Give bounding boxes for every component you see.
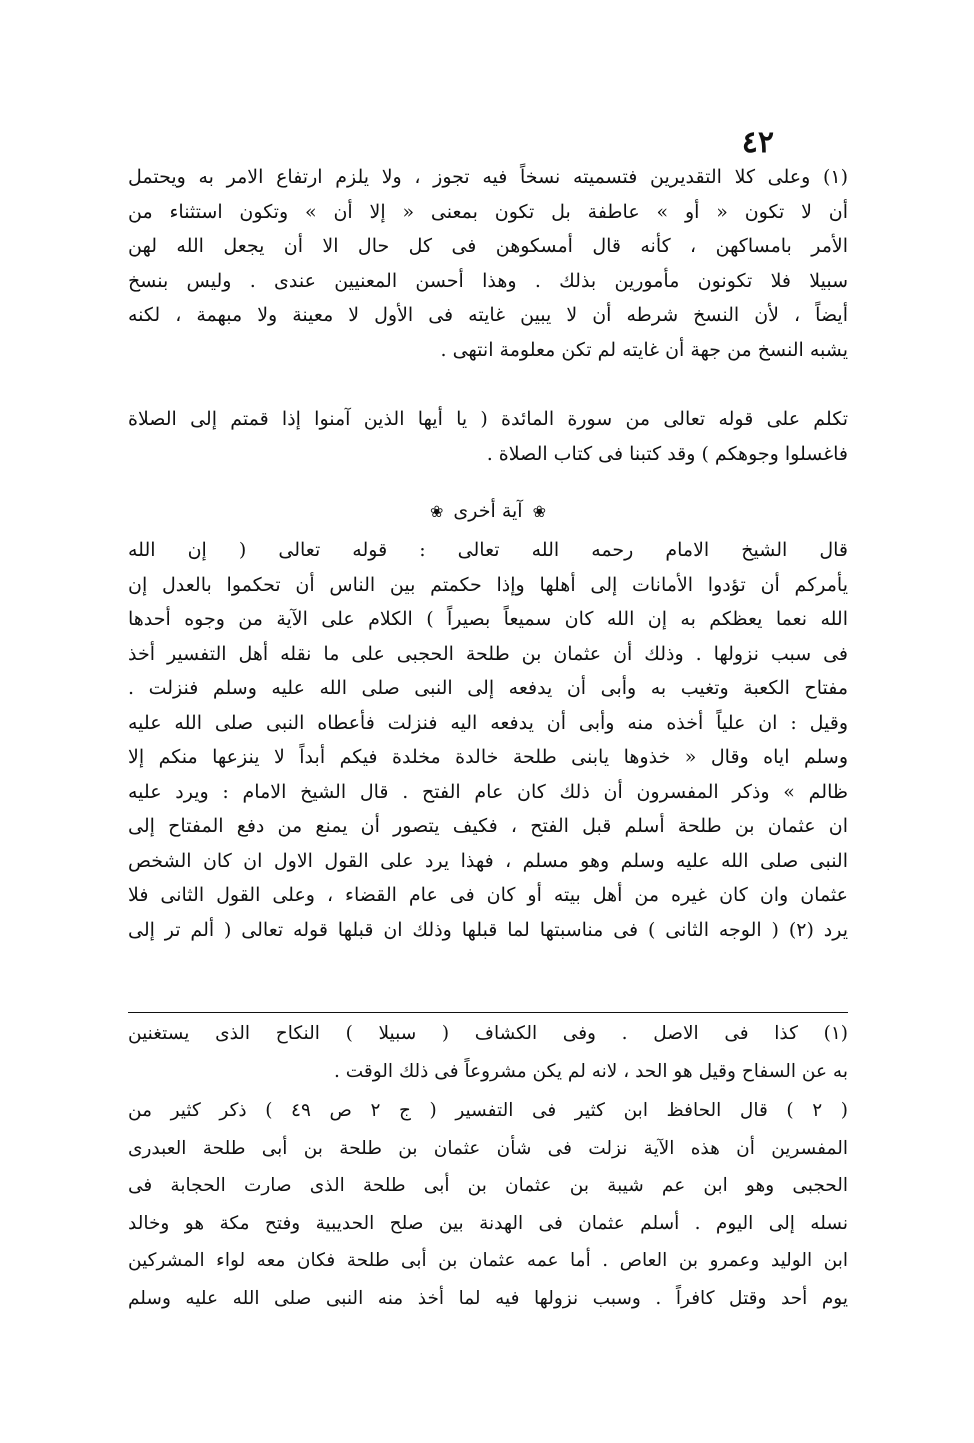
text-line: الله نعما يعظكم به إن الله كان سميعاً بصيراً ) الكلام على الآية من وجوه أحدها (128, 608, 848, 630)
ornament-left-icon: ❀ (429, 502, 444, 521)
text-line: قال الشيخ الامام رحمه الله تعالى : قوله تعالى ( إن الله (128, 539, 848, 561)
footnote-2 (128, 1092, 848, 1317)
text-line: يشبه النسخ من جهة أن غايته لم تكن معلومة انتهى . (440, 338, 848, 361)
footnote-line: يوم أحد وقتل كافراً . وسبب نزولها فيه لما أخذ منه النبى صلى الله عليه وسلم (128, 1287, 848, 1309)
text-line: ان عثمان بن طلحة أسلم قبل الفتح ، فكيف يتصور أن يمنع من دفع المفتاح إلى (128, 815, 848, 837)
footnote-line: ( ٢ ) قال الحافظ ابن كثير فى التفسير ( ج ٢ ص ٤٩ ) ذكر كثير من (128, 1100, 848, 1121)
text-line: (١) وعلى كلا التقديرين فتسميته نسخاً فيه تجوز ، ولا يلزم ارتفاع الامر به ويحتمل (128, 166, 848, 188)
page-number: ٤٢ (741, 125, 774, 160)
footnote-line: به عن السفاح وقيل هو الحد ، لانه لم يكن مشروعاً فى ذلك الوقت . (333, 1060, 848, 1082)
footnote-line: ابن الوليد وعمرو بن العاص . أما عمه عثمان بن أبى طلحة فكان معه لواء المشركين (128, 1250, 848, 1271)
paragraph-continuation (128, 160, 848, 367)
text-line: أيضاً ، لأن النسخ شرطه أن لا يبين غايته فى الأول لا معينة ولا مبهمة ، لكنه (128, 304, 848, 326)
text-line: يأمركم أن تؤدوا الأمانات إلى أهلها وإذا حكمتم بين الناس أن تحكموا بالعدل إن (128, 573, 848, 596)
footnote-line: (١) كذا فى الاصل . وفى الكشاف ( سبيلا ) النكاح الذى يستغنين (128, 1023, 848, 1044)
text-line: النبى صلى الله عليه وسلم وهو مسلم ، فهذا يرد على القول الاول ان كان الشخص (128, 849, 848, 872)
paragraph-main (128, 533, 848, 947)
text-line: مفتاح الكعبة وتغيب به وأبى أن يدفعه إلى النبى صلى الله عليه وسلم فنزلت . (128, 677, 848, 699)
text-line: وسلم اياه وقال « خذوها يابنى طلحة خالدة مخلدة فيكم أبداً لا ينزعها منكم إلا (128, 746, 848, 768)
text-line: وقيل : ان علياً أخذه منه وأبى أن يدفعه اليه فنزلت فأعطاه النبى صلى الله عليه (128, 711, 848, 734)
section-heading (128, 494, 848, 529)
text-line: سبيلا فلا تكونون مأمورين بذلك . وهذا أحسن المعنيين عندى . وليس بنسخ (128, 269, 848, 292)
text-line: فى سبب نزولها . وذلك أن عثمان بن طلحة الحجبى على ما نقله أهل التفسير أخذ (128, 642, 848, 665)
text-line: تكلم على قوله تعالى من سورة المائدة ( يا أيها الذين آمنوا إذا قمتم إلى الصلاة (128, 408, 848, 430)
text-line: يرد (٢) ( الوجه الثانى ) فى مناسبتها لما قبلها وذلك ان قبلها قوله تعالى ( ألم تر إلى (128, 918, 848, 941)
text-line: الأمر بامساكهن ، كأنه قال أمسكوهن فى كل حال الا أن يجعل الله لهن (128, 235, 848, 257)
text-line: ظالم » وذكر المفسرون أن ذلك كان عام الفتح . قال الشيخ الامام : ويرد عليه (128, 780, 848, 803)
text-line: فاغسلوا وجوهكم ) وقد كتبنا فى كتاب الصلاة . (486, 442, 848, 465)
section-heading-text: آية أخرى (453, 500, 523, 522)
footnote-line: نسله إلى اليوم . أسلم عثمان فى الهدنة بين صلح الحديبية وفتح مكة هو وخالد (128, 1212, 848, 1234)
ornament-right-icon: ❀ (532, 502, 547, 521)
footnote-line: الحجبى وهو ابن عم شيبة بن عثمان بن أبى طلحة الذى صارت الحجابة فى (128, 1175, 848, 1196)
text-line: أن لا تكون « أو » عاطفة بل تكون بمعنى « إلا أن » وتكون استثناء من (128, 200, 848, 223)
paragraph-maida (128, 402, 848, 471)
text-line: عثمان وان كان غيره من أهل بيته أو كان فى عام القضاء ، وعلى القول الثانى فلا (128, 884, 848, 906)
footnote-1 (128, 1015, 848, 1090)
footnote-line: المفسرين أن هذه الآية نزلت فى شأن عثمان بن طلحة بن أبى طلحة العبدرى (128, 1137, 848, 1159)
footnote-divider (128, 1012, 848, 1013)
